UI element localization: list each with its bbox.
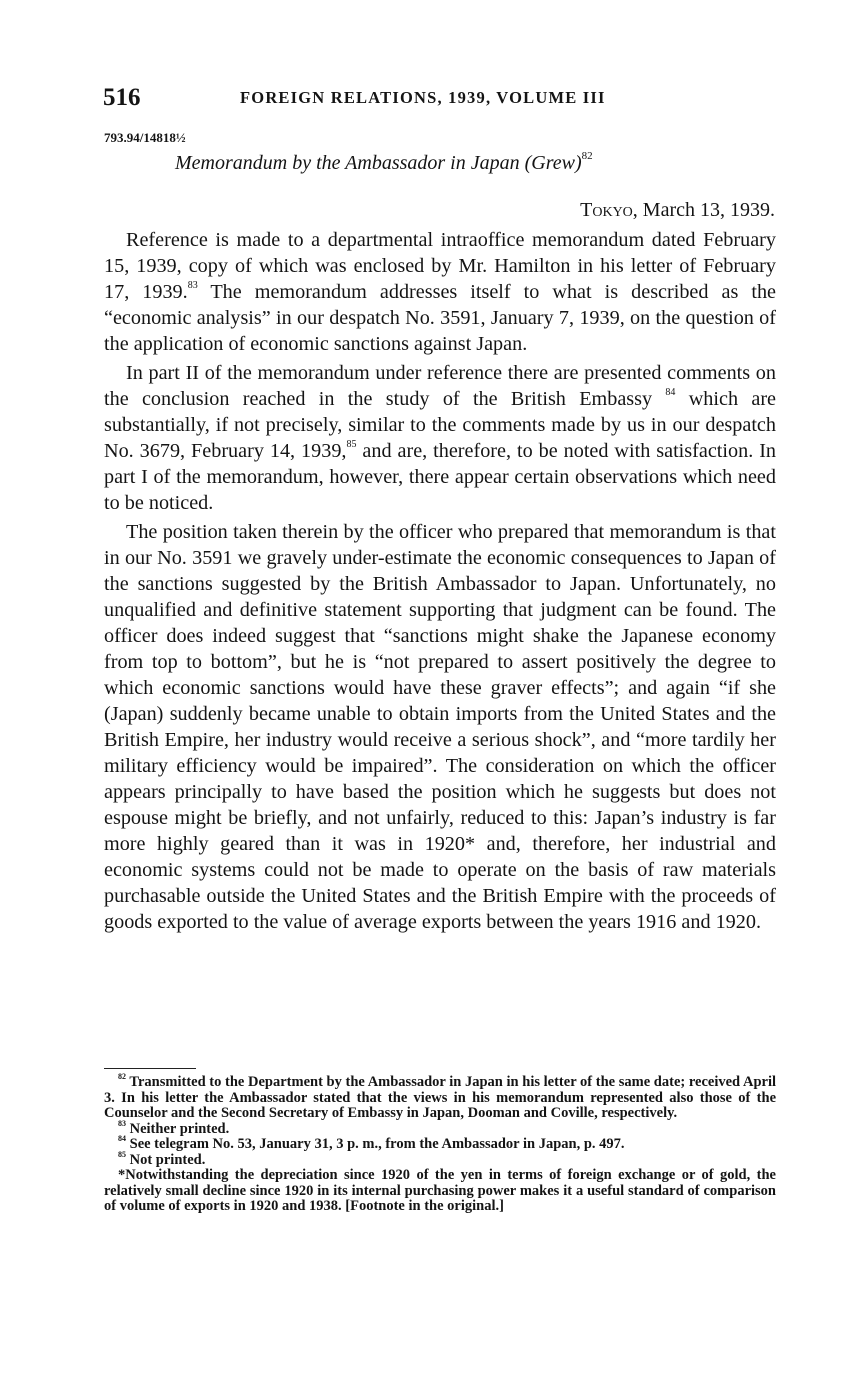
- paragraph-text: Reference is made to a departmental intraoffice memorandum dated February 15, 1939, copy of which was enclosed by Mr. Hamilton in his letter of February 17, 1939.: [104, 229, 776, 303]
- footnote-text: *Notwithstanding the depreciation since 1920 of the yen in terms of foreign exchange or of gold, the relatively small decline since 1920 in its internal purchasing power makes it a useful standard of comparison of volume of exports in 1920 and 1938. [Footnote in the original.]: [104, 1167, 776, 1214]
- body-paragraph: [104, 227, 776, 357]
- footnote: [104, 1168, 776, 1215]
- paragraph-text: The position taken therein by the officer who prepared that memorandum is that in our No. 3591 we gravely under-estimate the economic consequences to Japan of the sanctions suggested by the British Ambassador to Japan. Unfortunately, no unqualified and definitive statement supporting that judgment can be found. The officer does indeed suggest that “sanctions might shake the Japanese economy from top to bottom”, but he is “not prepared to assert positively the degree to which economic sanctions would have these graver effects”; and again “if she (Japan) suddenly became unable to obtain imports from the United States and the British Empire, her industry would receive a serious shock”, and “more tardily her military efficiency would be impaired”. The consideration on which the officer appears principally to have based the position which he suggests but does not espouse might be briefly, and not unfairly, reduced to this: Japan’s industry is far more highly geared than it was in 1920* and, therefore, her industrial and economic systems could not be made to operate on the basis of raw materials purchasable outside the United States and the British Empire with the proceeds of goods exported to the value of average exports between the years 1916 and 1920.: [104, 521, 776, 933]
- footnote: [104, 1149, 776, 1169]
- footnotes: [104, 1072, 776, 1215]
- page-header: [103, 84, 783, 114]
- paragraph-text: In part II of the memorandum under reference there are presented comments on the conclusion reached in the study of the British Embassy: [104, 362, 776, 410]
- page-number: 516: [103, 84, 141, 111]
- body-text: [104, 227, 776, 938]
- footnote: [104, 1134, 776, 1153]
- paragraph-text: and are, therefore, to be noted with satisfaction. In part I of the memorandum, however, there appear certain observations which need to be noticed.: [104, 440, 777, 514]
- footnote-mark: 85: [118, 1149, 126, 1159]
- body-paragraph: [104, 360, 776, 516]
- paragraph-text: The memorandum addresses itself to what is described as the “economic analysis” in our despatch No. 3591, January 7, 1939, on the question of the application of economic sanctions against Japan.: [104, 281, 777, 355]
- footnote: [104, 1072, 776, 1122]
- footnote-text: Not printed.: [126, 1151, 206, 1168]
- paragraph-text: which are substantially, if not precisely, similar to the comments made by us in our despatch No. 3679, February 14, 1939,: [104, 388, 776, 462]
- footnote-text: See telegram No. 53, January 31, 3 p. m., from the Ambassador in Japan, p. 497.: [126, 1136, 625, 1152]
- footnote-reference: 83: [187, 280, 198, 292]
- footnote-reference: 85: [346, 439, 357, 451]
- body-paragraph: [104, 519, 776, 935]
- footnote-mark: 84: [118, 1134, 126, 1144]
- footnote-text: Transmitted to the Department by the Ambassador in Japan in his letter of the same date; received April 3. In his letter the Ambassador stated that the views in his memorandum represented also those of the Counselor and the Second Secretary of Embassy in Japan, Dooman and Coville, respectively.: [104, 1074, 776, 1121]
- running-head: FOREIGN RELATIONS, 1939, VOLUME III: [240, 88, 606, 107]
- document-title: [175, 152, 735, 175]
- title-note-ref: 82: [581, 150, 593, 163]
- dateline-date: March 13, 1939.: [637, 199, 775, 221]
- dateline: [580, 199, 775, 222]
- dateline-city: Tokyo,: [580, 199, 638, 221]
- footnote-mark: 82: [118, 1072, 126, 1082]
- footnote-divider: [104, 1068, 196, 1069]
- footnote: [104, 1118, 776, 1138]
- file-number: 793.94/14818½: [104, 130, 186, 145]
- footnote-reference: 84: [665, 387, 676, 399]
- footnote-text: Neither printed.: [126, 1120, 230, 1137]
- footnote-mark: 83: [118, 1118, 126, 1128]
- title-text: Memorandum by the Ambassador in Japan (Grew): [175, 152, 582, 174]
